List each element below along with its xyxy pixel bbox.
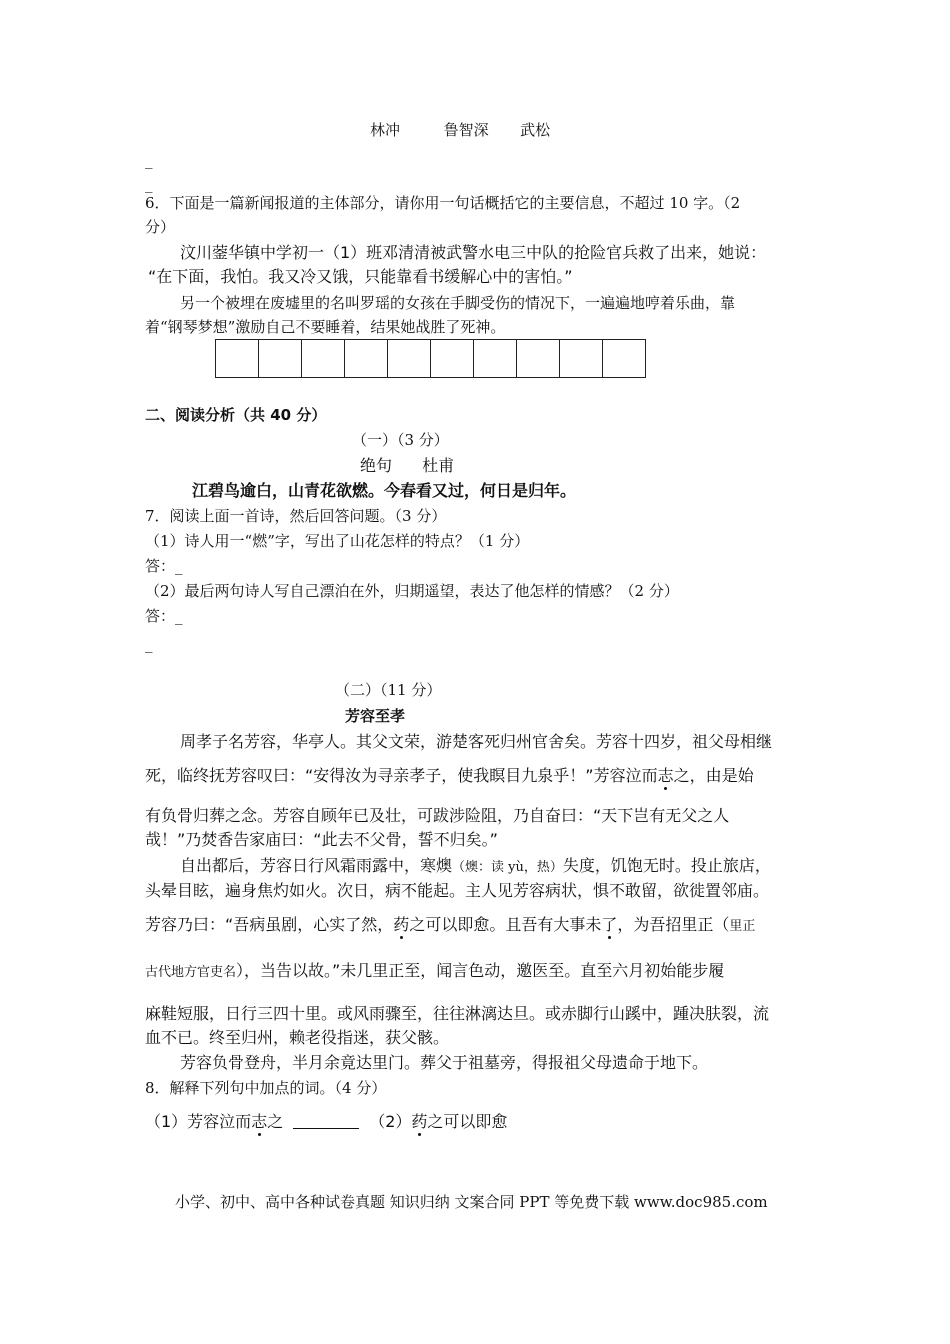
q8-items [145, 1111, 507, 1133]
news-paragraph-2-cont: 着“钢琴梦想”激励自己不要睡着，结果她战胜了死神。 [145, 318, 506, 336]
dotted-char: 药 [393, 915, 410, 934]
character-lu-zhishen: 鲁智深 [443, 121, 489, 139]
character-lin-chong: 林冲 [370, 121, 401, 139]
answer-cell[interactable] [216, 339, 259, 378]
answer-cell[interactable] [560, 339, 603, 378]
news-paragraph-1: 汶川蓥华镇中学初一（1）班邓清清被武警水电三中队的抢险官兵救了出来，她说： [180, 243, 767, 262]
passage-p2-line6: 血不已。终至归州，赖老役指迷，获父骸。 [145, 1028, 450, 1047]
section-title: 二、阅读分析（共 40 分） [145, 406, 327, 424]
news-paragraph-2: 另一个被埋在废墟里的名叫罗瑶的女孩在手脚受伤的情况下，一遍遍地哼着乐曲，靠 [180, 294, 736, 312]
dotted-char: 药 [411, 1112, 428, 1131]
q8-prompt: 8．解释下列句中加点的词。（4 分） [145, 1079, 387, 1097]
poem-text: 江碧鸟逾白，山青花欲燃。今春看又过，何日是归年。 [192, 481, 577, 500]
passage-p1-line4: 哉！”乃焚香告家庙曰：“此去不父骨，誓不归矣。” [145, 830, 498, 849]
passage-title: 芳容至孝 [345, 707, 406, 725]
character-names [370, 120, 550, 140]
poem-author: 杜甫 [422, 456, 455, 475]
passage-p1-line3: 有负骨归葬之念。芳容自顾年已及壮，可跋涉险阻，乃自奋曰：“天下岂有无父之人 [145, 806, 730, 825]
answer-grid[interactable] [215, 339, 646, 378]
text: 之可以即愈。且吾有大事未 [409, 915, 602, 934]
q7-2-prompt: （2）最后两句诗人写自己漂泊在外，归期遥望，表达了他怎样的情感？（2 分） [145, 582, 679, 600]
passage-p1: 周孝子名芳容，华亭人。其父文荣，游楚客死归州官舍矣。芳容十四岁，祖父母相继 [180, 732, 773, 751]
text: ），当告以故。”未几里正至，闻言色动，邀医至。直至六月初始能步履 [236, 961, 725, 980]
q6-prompt-cont: 分） [145, 218, 176, 236]
answer-cell[interactable] [388, 339, 431, 378]
dotted-char: 志 [251, 1112, 268, 1131]
text: ，为吾招里正（ [617, 915, 730, 934]
passage-p2 [180, 855, 771, 879]
answer-blank: _ [145, 635, 153, 653]
text: 古代地方官吏名 [145, 965, 237, 980]
answer-cell[interactable] [345, 339, 388, 378]
q6-prompt: 6．下面是一篇新闻报道的主体部分，请你用一句话概括它的主要信息，不超过 10 字。（2 [145, 194, 741, 212]
answer-cell[interactable] [517, 339, 560, 378]
answer-cell[interactable] [603, 339, 646, 378]
q7-prompt: 7．阅读上面一首诗，然后回答问题。（3 分） [145, 507, 447, 525]
news-paragraph-1-cont: “在下面，我怕。我又冷又饿，只能靠看书缓解心中的害怕。” [148, 267, 573, 286]
q7-2-answer[interactable]: 答：_ [145, 607, 183, 625]
answer-cell[interactable] [474, 339, 517, 378]
text: 之可以即愈 [427, 1112, 508, 1131]
text: 之 [267, 1112, 284, 1131]
dotted-char: 了 [601, 915, 618, 934]
text: 失度，饥饱无时。投止旅店， [562, 856, 771, 875]
text: （1）芳容泣而 [145, 1112, 252, 1131]
passage-p2-line3 [145, 914, 755, 938]
passage-p1-line2 [145, 765, 754, 787]
text: （2） [369, 1112, 412, 1131]
answer-cell[interactable] [302, 339, 345, 378]
q7-1-answer[interactable]: 答：_ [145, 557, 183, 575]
part2-heading: （二）（11 分） [335, 681, 442, 699]
pronunciation-note: （燠：读 yù，热） [452, 860, 563, 875]
answer-cell[interactable] [431, 339, 474, 378]
poem-title-line [360, 455, 454, 477]
text: 之，由是始 [673, 766, 754, 785]
answer-blank-line[interactable] [293, 1114, 359, 1129]
text: 芳容乃曰：“吾病虽剧，心实了然， [145, 915, 394, 934]
text: 死，临终抚芳容叹曰：“安得汝为寻亲孝子，使我瞑目九泉乎！”芳容泣而 [145, 766, 658, 785]
passage-p2-line2: 头晕目眩，遍身焦灼如火。次日，病不能起。主人见芳容病状，惧不敢留，欲徙置邻庙。 [145, 881, 770, 900]
poem-title: 绝句 [360, 456, 393, 475]
character-wu-song: 武松 [520, 121, 551, 139]
passage-p2-line4 [145, 960, 724, 984]
answer-cell[interactable] [259, 339, 302, 378]
passage-p3: 芳容负骨登舟，半月余竟达里门。葬父于祖墓旁，得报祖父母遗命于地下。 [180, 1053, 709, 1072]
text: 燠 [436, 856, 453, 875]
answer-blank: _ [145, 175, 153, 193]
footer: 小学、初中、高中各种试卷真题 知识归纳 文案合同 PPT 等免费下载 www.doc985.com [175, 1193, 768, 1211]
part1-heading: （一）（3 分） [352, 431, 449, 449]
text: 自出都后，芳容日行风霜雨露中，寒 [180, 856, 437, 875]
text: 里正 [729, 919, 756, 934]
q7-1-prompt: （1）诗人用一“燃”字，写出了山花怎样的特点？（1 分） [145, 532, 530, 550]
dotted-char: 志 [657, 766, 674, 785]
passage-p2-line5: 麻鞋短服，日行三四十里。或风雨骤至，往往淋漓达旦。或赤脚行山蹊中，踵决肤裂，流 [145, 1004, 770, 1023]
answer-blank: _ [145, 151, 153, 169]
